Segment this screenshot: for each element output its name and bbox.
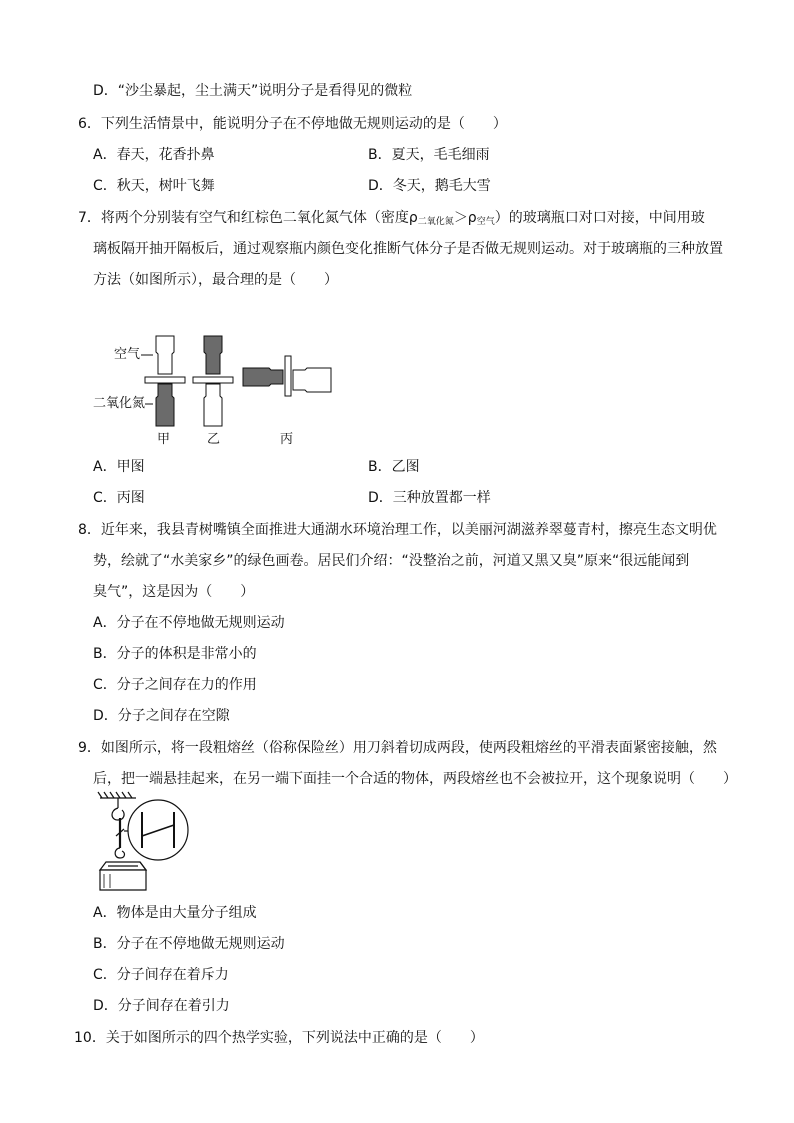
q8-option-c: C．分子之间存在力的作用 (93, 677, 257, 693)
q7-stem-line3: 方法（如图所示），最合理的是（ ） (93, 272, 338, 288)
q9-option-c: C．分子间存在着斥力 (93, 967, 229, 983)
q7-option-d: D．三种放置都一样 (368, 490, 491, 506)
q9-option-a: A．物体是由大量分子组成 (93, 905, 257, 921)
q7-stem-line1: 7．将两个分别装有空气和红棕色二氧化氮气体（密度$\rho_{二氧化氮}>\rho_{空气}$）的玻璃瓶口对口对接，中间用玻 (78, 210, 705, 227)
label-bing: 丙 (280, 432, 294, 447)
q7-option-a: A．甲图 (93, 459, 145, 475)
q8-stem-line3: 臭气”，这是因为（ ） (93, 584, 255, 600)
q6-option-b: B．夏天，毛毛细雨 (368, 147, 490, 163)
q9-stem-line2: 后，把一端悬挂起来，在另一端下面挂一个合适的物体，两段熔丝也不会被拉开，这个现象说明（ ） (93, 771, 737, 787)
label-jia: 甲 (157, 432, 171, 447)
q6-stem: 6．下列生活情景中，能说明分子在不停地做无规则运动的是（ ） (78, 116, 507, 132)
q7-option-b: B．乙图 (368, 459, 420, 475)
label-no2: 二氧化氮 (93, 396, 146, 411)
q7-option-c: C．丙图 (93, 490, 145, 506)
q9-option-d: D．分子间存在着引力 (93, 998, 230, 1014)
q8-option-d: D．分子之间存在空隙 (93, 708, 230, 724)
q8-option-b: B．分子的体积是非常小的 (93, 646, 257, 662)
q9-stem-line1: 9．如图所示，将一段粗熔丝（俗称保险丝）用刀斜着切成两段，使两段粗熔丝的平滑表面紧密接触，然 (78, 740, 717, 756)
q6-option-d: D．冬天，鹅毛大雪 (368, 178, 491, 194)
q6-option-a: A．春天，花香扑鼻 (93, 147, 215, 163)
q6-option-c: C．秋天，树叶飞舞 (93, 178, 215, 194)
q8-stem-line1: 8．近年来，我县青树嘴镇全面推进大通湖水环境治理工作，以美丽河湖滋养翠蔓青村，擦亮生态文明优 (78, 522, 717, 538)
q9-option-b: B．分子在不停地做无规则运动 (93, 936, 285, 952)
q8-stem-line2: 势，绘就了“水美家乡”的绿色画卷。居民们介绍：“没整治之前，河道又黑又臭”原来“很远能闻到 (93, 553, 690, 569)
q5-option-d: D．“沙尘暴起，尘土满天”说明分子是看得见的微粒 (93, 83, 413, 99)
q10-stem: 10．关于如图所示的四个热学实验，下列说法中正确的是（ ） (74, 1030, 484, 1046)
q8-option-a: A．分子在不停地做无规则运动 (93, 615, 285, 631)
label-yi: 乙 (207, 432, 221, 447)
q7-stem-line2: 璃板隔开抽开隔板后，通过观察瓶内颜色变化推断气体分子是否做无规则运动。对于玻璃瓶的三种放置 (93, 241, 723, 257)
label-air: 空气 (114, 347, 141, 362)
